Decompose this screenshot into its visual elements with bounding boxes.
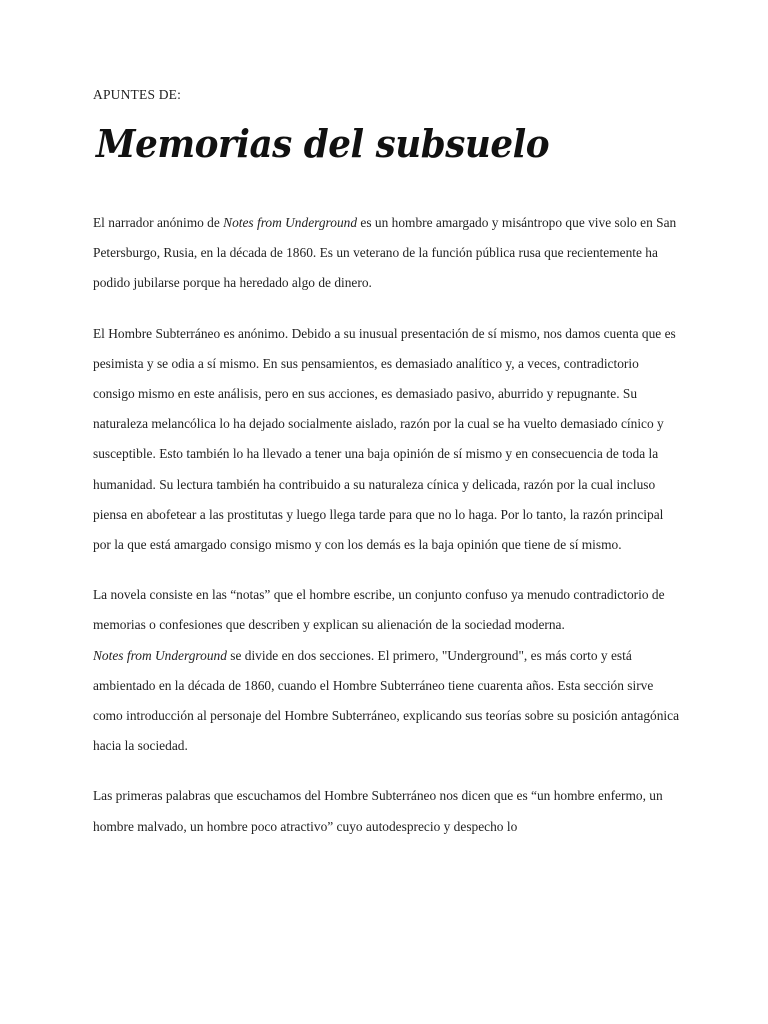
paragraph-text: El narrador anónimo de <box>93 215 224 230</box>
paragraph-text: es un hombre amargado y misántropo que vive solo en San Petersburgo, Rusia, en la década de 1860. Es un veterano de la función pública rusa que recientemente ha podido jubilarse porque ha heredado algo de dinero. <box>93 215 677 291</box>
book-title-italic: Notes from Underground <box>93 647 227 663</box>
paragraph-novel-notes: La novela consiste en las “notas” que el hombre escribe, un conjunto confuso ya menudo contradictorio de memorias o confesiones que describen y explican su alienación de la sociedad moderna. <box>93 587 665 633</box>
document-kicker: APUNTES DE: <box>93 87 182 102</box>
paragraph-first-words: Las primeras palabras que escuchamos del Hombre Subterráneo nos dicen que es “un hombre enfermo, un hombre malvado, un hombre poco atractivo” cuyo autodesprecio y despecho lo <box>93 788 663 834</box>
paragraph-text: se divide en dos secciones. El primero, "Underground", es más corto y está ambientado en la década de 1860, cuando el Hombre Subterráneo tiene cuarenta años. Esta sección sirve como introducción al personaje del Hombre Subterráneo, explicando sus teorías sobre su posición antagónica hacia la sociedad. <box>93 647 680 754</box>
document-body <box>93 208 683 862</box>
book-title-italic: Notes from Underground <box>223 215 358 230</box>
paragraph-sections <box>93 641 683 762</box>
paragraph-character: El Hombre Subterráneo es anónimo. Debido a su inusual presentación de sí mismo, nos damos cuenta que es pesimista y se odia a sí mismo. En sus pensamientos, es demasiado analítico y, a veces, contradictorio consigo mismo en este análisis, pero en sus acciones, es demasiado pasivo, aburrido y repugnante. Su naturaleza melancólica lo ha dejado socialmente aislado, razón por la cual se ha vuelto demasiado cínico y susceptible. Esto también lo ha llevado a tener una baja opinión de sí mismo y en consecuencia de toda la humanidad. Su lectura también ha contribuido a su naturaleza cínica y delicada, razón por la cual incluso piensa en abofetear a las prostitutas y luego llega tarde para que no lo haga. Por lo tanto, la razón principal por la que está amargado consigo mismo y con los demás es la baja opinión que tiene de sí mismo. <box>93 325 676 553</box>
document-title: Memorias del subsuelo <box>96 121 550 166</box>
paragraph-narrator <box>93 208 683 299</box>
